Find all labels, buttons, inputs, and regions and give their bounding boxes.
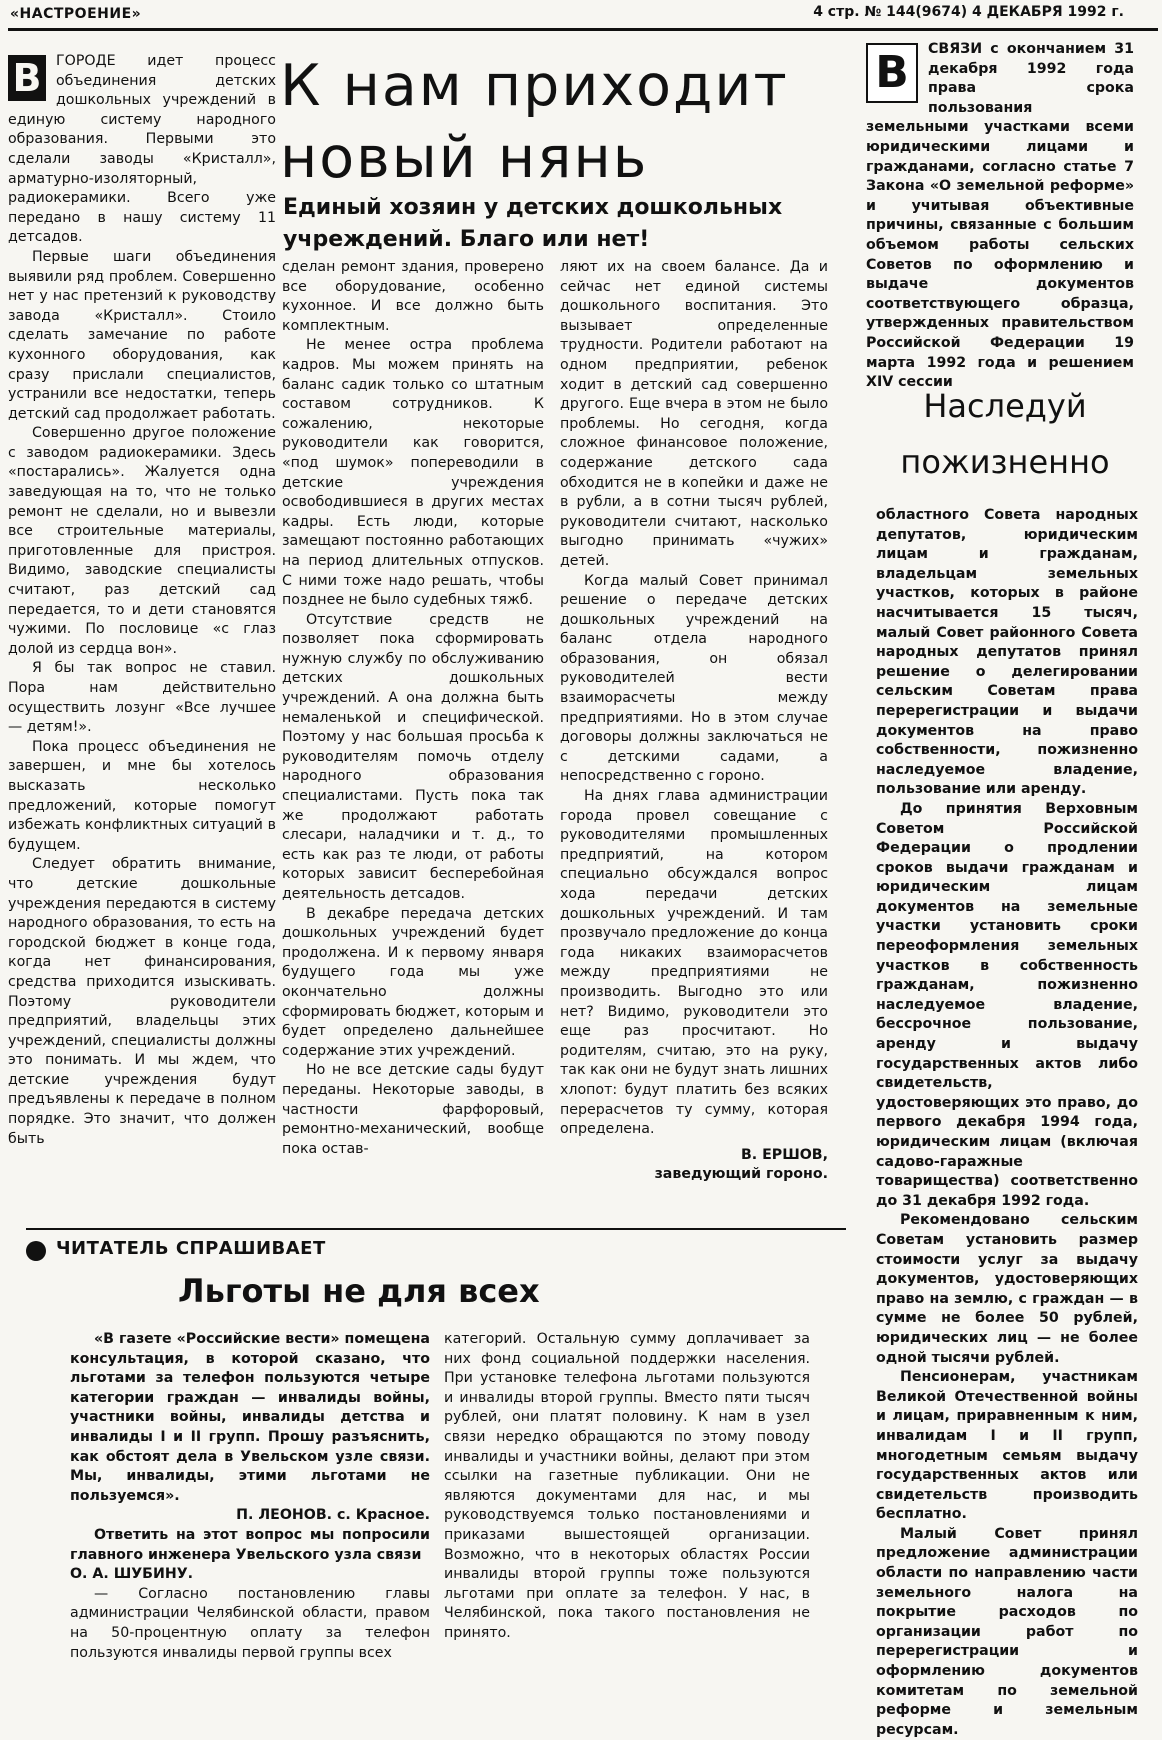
answer-part-1: — Согласно постановлению главы администрации Челябинской области, правом на 50-процентную оплату за телефон пользуются инвалиды первой группы всех [70, 1585, 430, 1661]
paragraph: Следует обратить внимание, что детские дошкольные учреждения передаются в систему народного образования, то есть на городской бюджет в конце года, когда нет финансирования, средства приходится изыскивать. Поэтому руководители предприятий, владельцы этих учреждений, специалисты должны это понимать. И мы ждем, что детские учреждения будут предъявлены к передаче в полном порядке. Это значит, что должен быть [8, 856, 276, 1147]
article3-headline: Льготы не для всех [178, 1272, 540, 1310]
article1-column-2 [282, 258, 544, 1159]
drop-cap: В [8, 55, 46, 101]
paragraph: Совершенно другое положение с заводом радиокерамики. Здесь «постарались». Жалуется одна заведующая на то, что не только ремонт не сделали, но и вывезли все строительные материалы, приготовленные для пристроя. Видимо, заводские специалисты считают, раз детский сад передается, то и дети становятся чужими. По пословице «с глаз долой из сердца вон». [8, 425, 276, 657]
author-role: заведующий гороно. [654, 1166, 828, 1183]
masthead [8, 6, 1158, 31]
paragraph: Малый Совет принял предложение администрации области по направлению части земельного налога на покрытие расходов по организации работ по перерегистрации и оформлению документов комитетам по земельной реформе и земельным ресурсам. [876, 1525, 1138, 1738]
paragraph: Пока процесс объединения не завершен, и мне бы хотелось высказать несколько предложений, которые помогут избежать конфликтных ситуаций в будущем. [8, 738, 276, 853]
article3-column-2 [444, 1330, 810, 1644]
paragraph: ляют их на своем балансе. Да и сейчас нет единой системы дошкольного воспитания. Это вызывает определенные трудности. Родители работают на одном предприятии, ребенок ходит в детский сад совершенно другого. Еще вчера в этом не было проблемы. Но сегодня, когда сложное финансовое положение, содержание детского сада обходится не в копейки и даже не в рубли, а в сотни тысяч рублей, руководители считают, насколько выгодно принимать «чужих» детей. [560, 259, 828, 569]
paragraph: В декабре передача детских дошкольных учреждений будет продолжена. И к первому января будущего года мы уже окончательно должны сформировать бюджет, которым и будет определено дальнейшее содержание этих учреждений. [282, 905, 544, 1059]
paragraph: сделан ремонт здания, проверено все оборудование, особенно кухонное. И все должно быть комплектным. [282, 259, 544, 334]
paragraph: Пенсионерам, участникам Великой Отечественной войны и лицам, приравненным к ним, инвалидам I и II групп, многодетным семьям выдачу государственных актов или свидетельств производить бесплатно. [876, 1369, 1138, 1523]
paragraph: До принятия Верховным Советом Российской Федерации о продлении сроков выдачи гражданам и юридическим лицам документов на земельные участки установить сроки переоформления земельных участков в собственность гражданам, пожизненно наследуемое владение, бессрочное пользование, аренду и выдачу государственных актов либо свидетельств, удостоверяющих это право, до первого декабря 1994 года, юридическим лицам (включая садово-гаражные товарищества) соответственно до 31 декабря 1992 года. [876, 800, 1138, 1209]
paragraph: Не менее остра проблема кадров. Мы можем принять на баланс садик только со штатным составом сотрудников. К сожалению, некоторые руководители как говорится, «под шумок» попереводили в детские учреждения освободившиеся в других местах кадры. Есть люди, которые замещают постоянно работающих на период длительных отпусков. С ними тоже надо решать, чтобы позднее не было судебных тяжб. [282, 337, 544, 609]
paragraph: Когда малый Совет принимал решение о передаче детских дошкольных учреждений на баланс отдела народного образования, он обязал руководителей вести взаиморасчеты между предприятиями. Но в этом случае договоры должны заключаться не с детскими садами, а непосредственно с гороно. [560, 572, 828, 785]
paragraph: Рекомендовано сельским Советам установить размер стоимости услуг за выдачу документов, удостоверяющих право на землю, с граждан — в сумме не более 50 рублей, юридических лиц — не более одной тысячи рублей. [876, 1212, 1138, 1366]
drop-cap: В [866, 43, 918, 103]
article2-top [866, 40, 1134, 393]
paragraph: ГОРОДЕ идет процесс объединения детских дошкольных учреждений в единую систему народного образования. Первыми это сделали заводы «Кристалл», арматурно-изоляторный, радиокерамики. Всего уже передано в нашу систему 11 детсадов. [8, 53, 276, 246]
issue-info: 4 стр. № 144(9674) 4 ДЕКАБРЯ 1992 г. [813, 4, 1124, 20]
article1-column-3 [560, 258, 828, 1185]
paragraph: На днях глава администрации города провел совещание с руководителями промышленных предприятий, на котором специально обсуждался вопрос хода передачи детских дошкольных учреждений. И там прозвучало предложение до конца года никаких взаиморасчетов между предприятиями не производить. Выгодно это или нет? Видимо, руководители это еще раз просчитают. Но родителям, считаю, это на руку, так как они не будут знать лишних хлопот: будут платить без всяких перерасчетов ту сумму, которая определена. [560, 788, 828, 1138]
paragraph: Я бы так вопрос не ставил. Пора нам действительно осуществить лозунг «Все лучшее — детям!». [8, 660, 276, 736]
paragraph: Но не все детские сады будут переданы. Некоторые заводы, в частности фарфоровый, ремонтно-механический, вообще пока остав- [282, 1062, 544, 1157]
letter-author: П. ЛЕОНОВ. с. Красное. [236, 1507, 430, 1524]
bullet-icon [26, 1241, 46, 1261]
article1-column-1 [8, 52, 276, 1149]
intro-text: Ответить на этот вопрос мы попросили главного инженера Увельского узла связи [70, 1526, 430, 1563]
section-rubric: «НАСТРОЕНИЕ» [10, 6, 142, 22]
reader-asks-rubric [26, 1236, 846, 1266]
engineer-name: О. А. ШУБИНУ. [70, 1566, 194, 1583]
paragraph: областного Совета народных депутатов, юридическим лицам и гражданам, владельцам земельных участков, которых в районе насчитывается 15 тысяч, малый Совет районного Совета народных депутатов принял решение о делегировании сельским Советам права перерегистрации и выдачи документов на право собственности, пожизненно наследуемое владение, пользование или аренду. [876, 507, 1138, 798]
article3-column-1 [70, 1330, 430, 1663]
author-name: В. ЕРШОВ, [740, 1146, 828, 1163]
article-headline: К нам приходит новый нянь [280, 53, 789, 191]
section-divider [26, 1228, 846, 1230]
paragraph: Отсутствие средств не позволяет пока сформировать нужную службу по обслуживанию детских дошкольных учреждений. А она должна быть немаленькой и специфической. Поэтому у нас большая просьба к руководителям помочь отделу народного образования специалистами. Пусть пока так же продолжают работать слесари, наладчики и т. д., то есть как раз те люди, от работы которых зависит бесперебойная деятельность детсадов. [282, 611, 544, 902]
rubric-label: ЧИТАТЕЛЬ СПРАШИВАЕТ [56, 1238, 326, 1259]
paragraph: СВЯЗИ с окончанием 31 декабря 1992 года права срока пользования земельными участками всеми юридическими лицами и гражданами, согласно статье 7 Закона «О земельной реформе» и учитывая объективные причины, связанные с большим объемом работы сельских Советов по оформлению и выдаче документов соответствующего образца, утвержденных правительством Российской Федерации 19 марта 1992 года и решением XIV сессии [866, 41, 1134, 391]
reader-letter: «В газете «Российские вести» помещена консультация, в которой сказано, что льготами за телефон пользуются четыре категории граждан — инвалиды войны, участники войны, инвалиды детства и инвалиды I и II групп. Прошу разъяснить, как обстоят дела в Увельском узле связи. Мы, инвалиды, этими льготами не пользуемся». [70, 1331, 430, 1504]
answer-part-2: категорий. Остальную сумму доплачивает за них фонд социальной поддержки населения. При установке телефона льготами пользуются и инвалиды второй группы. Вместо пяти тысяч рублей, они платят половину. К нам в узел связи нередко обращаются по этому поводу инвалиды и участники войны, делают при этом ссылки на газетные публикации. Они не являются документами для нас, и мы руководствуемся только постановлениями и приказами вышестоящей организации. Возможно, что в некоторых областях России инвалиды второй группы тоже пользуются льготами при оплате за телефон. У нас, в Челябинской, пока такого постановления не принято. [444, 1331, 810, 1641]
article2-headline: Наследуй пожизненно [900, 387, 1110, 481]
paragraph: Первые шаги объединения выявили ряд проблем. Совершенно нет у нас претензий к руководству завода «Кристалл». Стоило сделать замечание по работе кухонного оборудования, как сразу прислали специалистов, устранили все недостатки, теперь детский сад продолжает работать. [8, 248, 276, 422]
article2-body [876, 506, 1138, 1740]
article-subheadline: Единый хозяин у детских дошкольных учреждений. Благо или нет! [283, 195, 783, 252]
